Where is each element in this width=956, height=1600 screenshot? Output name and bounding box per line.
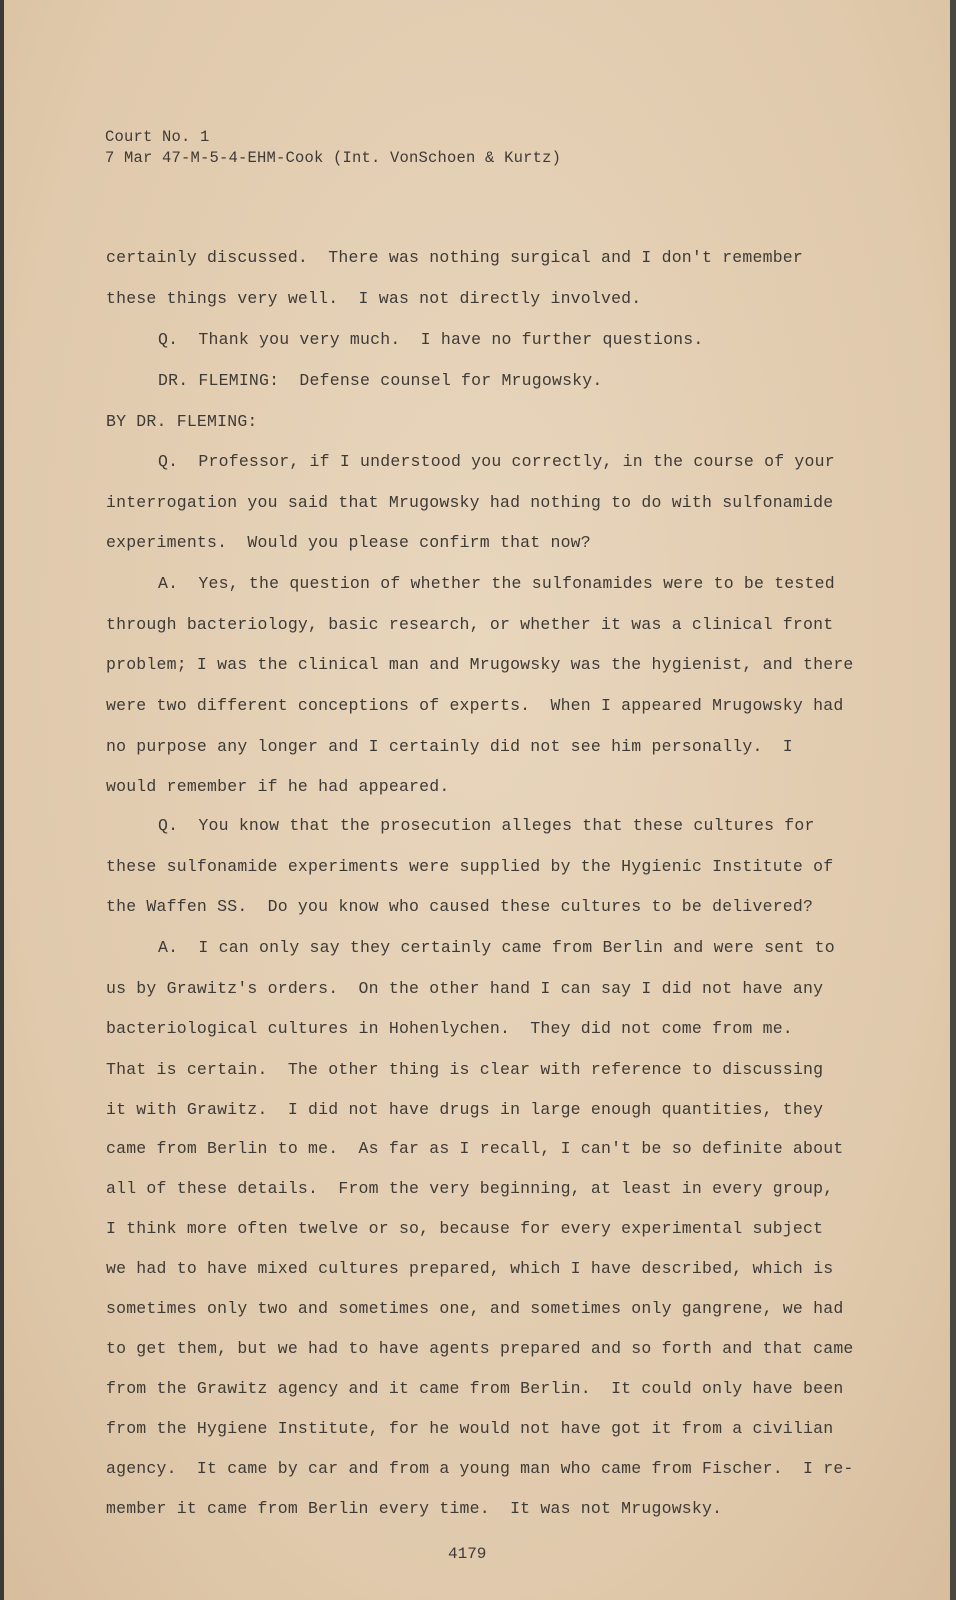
page-left-edge <box>0 0 4 1600</box>
transcript-line: DR. FLEMING: Defense counsel for Mrugowsky. <box>158 371 603 390</box>
transcript-line: Q. Thank you very much. I have no further questions. <box>158 330 704 349</box>
court-number: Court No. 1 <box>105 128 210 146</box>
transcript-line: from the Hygiene Institute, for he would not have got it from a civilian <box>106 1419 834 1438</box>
transcript-line: from the Grawitz agency and it came from Berlin. It could only have been <box>106 1379 844 1398</box>
transcript-line: us by Grawitz's orders. On the other hand I can say I did not have any <box>106 979 824 998</box>
transcript-line: A. I can only say they certainly came from Berlin and were sent to <box>158 938 835 957</box>
transcript-line: BY DR. FLEMING: <box>106 412 258 431</box>
transcript-line: to get them, but we had to have agents prepared and so forth and that came <box>106 1339 854 1358</box>
transcript-line: these things very well. I was not directly involved. <box>106 289 642 308</box>
transcript-line: experiments. Would you please confirm that now? <box>106 533 591 552</box>
transcript-line: all of these details. From the very beginning, at least in every group, <box>106 1179 834 1198</box>
transcript-line: would remember if he had appeared. <box>106 777 450 796</box>
transcript-line: we had to have mixed cultures prepared, which I have described, which is <box>106 1259 834 1278</box>
transcript-line: sometimes only two and sometimes one, and sometimes only gangrene, we had <box>106 1299 844 1318</box>
transcript-line: came from Berlin to me. As far as I recall, I can't be so definite about <box>106 1139 844 1158</box>
page-right-edge <box>950 0 956 1600</box>
transcript-line: bacteriological cultures in Hohenlychen. They did not come from me. <box>106 1019 793 1038</box>
transcript-line: interrogation you said that Mrugowsky had nothing to do with sulfonamide <box>106 493 834 512</box>
transcript-line: A. Yes, the question of whether the sulfonamides were to be tested <box>158 574 835 593</box>
transcript-line: agency. It came by car and from a young man who came from Fischer. I re- <box>106 1459 854 1478</box>
transcript-line: Q. You know that the prosecution alleges that these cultures for <box>158 816 815 835</box>
transcript-line: the Waffen SS. Do you know who caused these cultures to be delivered? <box>106 897 814 916</box>
transcript-line: problem; I was the clinical man and Mrugowsky was the hygienist, and there <box>106 655 854 674</box>
transcript-line: That is certain. The other thing is clear with reference to discussing <box>106 1060 824 1079</box>
transcript-line: these sulfonamide experiments were supplied by the Hygienic Institute of <box>106 857 834 876</box>
transcript-line: Q. Professor, if I understood you correctly, in the course of your <box>158 452 835 471</box>
page-number: 4179 <box>448 1545 487 1563</box>
transcript-line: member it came from Berlin every time. It was not Mrugowsky. <box>106 1499 723 1518</box>
transcript-line: through bacteriology, basic research, or whether it was a clinical front <box>106 615 834 634</box>
session-reference: 7 Mar 47-M-5-4-EHM-Cook (Int. VonSchoen & Kurtz) <box>105 149 562 167</box>
transcript-line: I think more often twelve or so, because for every experimental subject <box>106 1219 824 1238</box>
transcript-line: it with Grawitz. I did not have drugs in large enough quantities, they <box>106 1100 824 1119</box>
transcript-line: no purpose any longer and I certainly did not see him personally. I <box>106 737 793 756</box>
transcript-line: were two different conceptions of experts. When I appeared Mrugowsky had <box>106 696 844 715</box>
transcript-line: certainly discussed. There was nothing surgical and I don't remember <box>106 248 804 267</box>
